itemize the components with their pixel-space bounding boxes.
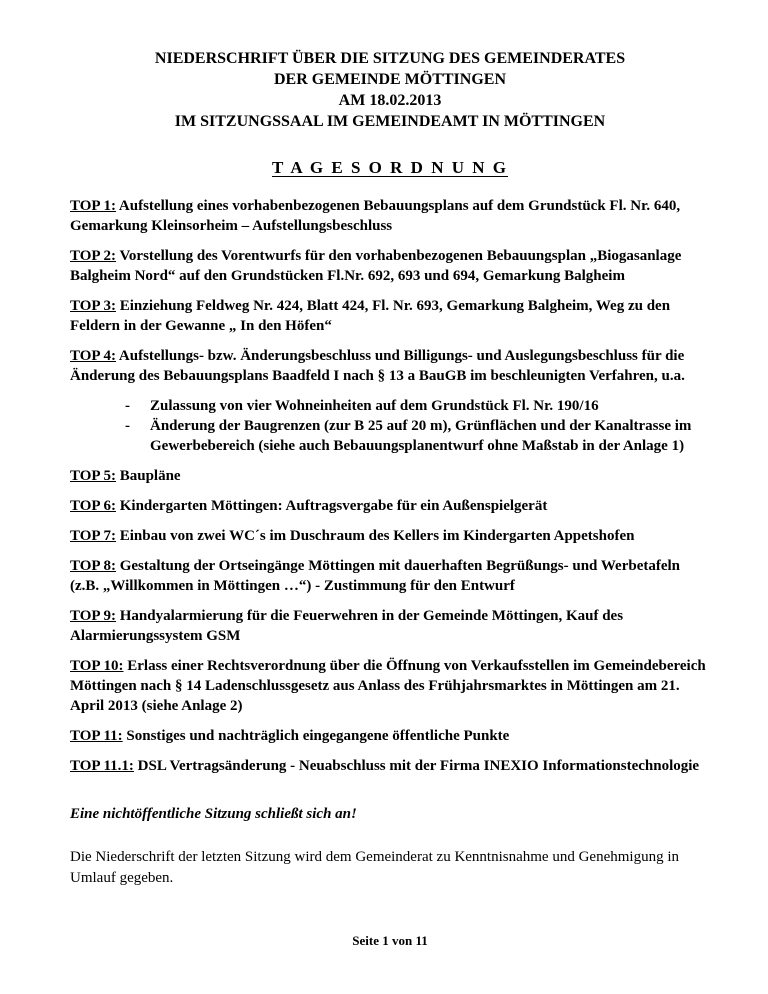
agenda-item-top-11-1 xyxy=(70,756,710,776)
agenda-item-label: TOP 7: xyxy=(70,528,116,544)
circulation-note: Die Niederschrift der letzten Sitzung wird dem Gemeinderat zu Kenntnisnahme und Genehmigung in Umlauf gegeben. xyxy=(70,849,679,886)
agenda-item-text: Gestaltung der Ortseingänge Möttingen mit dauerhaften Begrüßungs- und Werbetafeln (z.B. „Willkommen in Möttingen …“) - Zustimmung für den Entwurf xyxy=(70,558,681,594)
page-number-footer: Seite 1 von 11 xyxy=(352,933,428,948)
agenda-item-top-6 xyxy=(70,496,710,516)
dash-bullet: - xyxy=(125,418,130,434)
agenda-item-label: TOP 9: xyxy=(70,608,116,624)
agenda-item-label: TOP 1: xyxy=(70,198,116,214)
header-line-3: AM 18.02.2013 xyxy=(338,92,442,109)
header-line-2: DER GEMEINDE MÖTTINGEN xyxy=(273,71,507,88)
agenda-item-top-3 xyxy=(70,296,710,336)
document-header xyxy=(70,48,710,132)
agenda-item-top-11 xyxy=(70,726,710,746)
agenda-item-top-9 xyxy=(70,606,710,646)
agenda-item-text: DSL Vertragsänderung - Neuabschluss mit der Firma INEXIO Informationstechnologie xyxy=(137,758,700,774)
agenda-item-label: TOP 11.1: xyxy=(70,758,134,774)
agenda-item-top-4 xyxy=(70,346,710,386)
agenda-title: T A G E S O R D N U N G xyxy=(271,158,509,177)
agenda-title-wrap xyxy=(70,157,710,179)
agenda-item-text: Sonstiges und nachträglich eingegangene öffentliche Punkte xyxy=(126,728,510,744)
agenda-item-top-1 xyxy=(70,196,710,236)
agenda-list xyxy=(70,196,710,776)
agenda-item-label: TOP 6: xyxy=(70,498,116,514)
dash-bullet: - xyxy=(125,398,130,414)
agenda-item-text: Aufstellungs- bzw. Änderungsbeschluss und Billigungs- und Auslegungsbeschluss für die Änderung des Bebauungsplans Baadfeld I nach § 13 a BauGB im beschleunigten Verfahren, u.a. xyxy=(70,348,685,384)
agenda-item-text: Aufstellung eines vorhabenbezogenen Bebauungsplans auf dem Grundstück Fl. Nr. 640, Gemarkung Kleinsorheim – Aufstellungsbeschluss xyxy=(70,198,681,234)
closing-note: Eine nichtöffentliche Sitzung schließt sich an! xyxy=(70,806,357,822)
agenda-item-label: TOP 10: xyxy=(70,658,124,674)
agenda-item-text: Kindergarten Möttingen: Auftragsvergabe für ein Außenspielgerät xyxy=(119,498,548,514)
agenda-item-label: TOP 8: xyxy=(70,558,116,574)
header-line-4: IM SITZUNGSSAAL IM GEMEINDEAMT IN MÖTTINGEN xyxy=(174,113,606,130)
agenda-item-text: Einziehung Feldweg Nr. 424, Blatt 424, Fl. Nr. 693, Gemarkung Balgheim, Weg zu den Feldern in der Gewanne „ In den Höfen“ xyxy=(70,298,671,334)
agenda-item-top-7 xyxy=(70,526,710,546)
agenda-item-text: Einbau von zwei WC´s im Duschraum des Kellers im Kindergarten Appetshofen xyxy=(119,528,635,544)
agenda-item-label: TOP 5: xyxy=(70,468,116,484)
agenda-item-text: Erlass einer Rechtsverordnung über die Öffnung von Verkaufsstellen im Gemeindebereich Möttingen nach § 14 Ladenschlussgesetz aus Anlass des Frühjahrsmarktes in Möttingen am 21. April 2013 (siehe Anlage 2) xyxy=(70,658,706,714)
sublist-item-text: Zulassung von vier Wohneinheiten auf dem Grundstück Fl. Nr. 190/16 xyxy=(150,398,599,414)
agenda-item-label: TOP 4: xyxy=(70,348,116,364)
agenda-item-top-8 xyxy=(70,556,710,596)
agenda-item-label: TOP 11: xyxy=(70,728,123,744)
top-4-sublist xyxy=(70,396,710,456)
sublist-item xyxy=(125,416,710,456)
agenda-item-text: Vorstellung des Vorentwurfs für den vorhabenbezogenen Bebauungsplan „Biogasanlage Balgheim Nord“ auf den Grundstücken Fl.Nr. 692, 693 und 694, Gemarkung Balgheim xyxy=(70,248,682,284)
agenda-item-top-5 xyxy=(70,466,710,486)
agenda-item-label: TOP 2: xyxy=(70,248,116,264)
agenda-item-text: Handyalarmierung für die Feuerwehren in der Gemeinde Möttingen, Kauf des Alarmierungssystem GSM xyxy=(70,608,624,644)
agenda-item-label: TOP 3: xyxy=(70,298,116,314)
sublist-item-text: Änderung der Baugrenzen (zur B 25 auf 20 m), Grünflächen und der Kanaltrasse im Gewerbebereich (siehe auch Bebauungsplanentwurf ohne Maßstab in der Anlage 1) xyxy=(150,418,692,454)
sublist-item xyxy=(125,396,710,416)
header-line-1: NIEDERSCHRIFT ÜBER DIE SITZUNG DES GEMEINDERATES xyxy=(154,50,626,67)
agenda-item-top-2 xyxy=(70,246,710,286)
agenda-item-top-10 xyxy=(70,656,710,716)
agenda-item-text: Baupläne xyxy=(119,468,181,484)
